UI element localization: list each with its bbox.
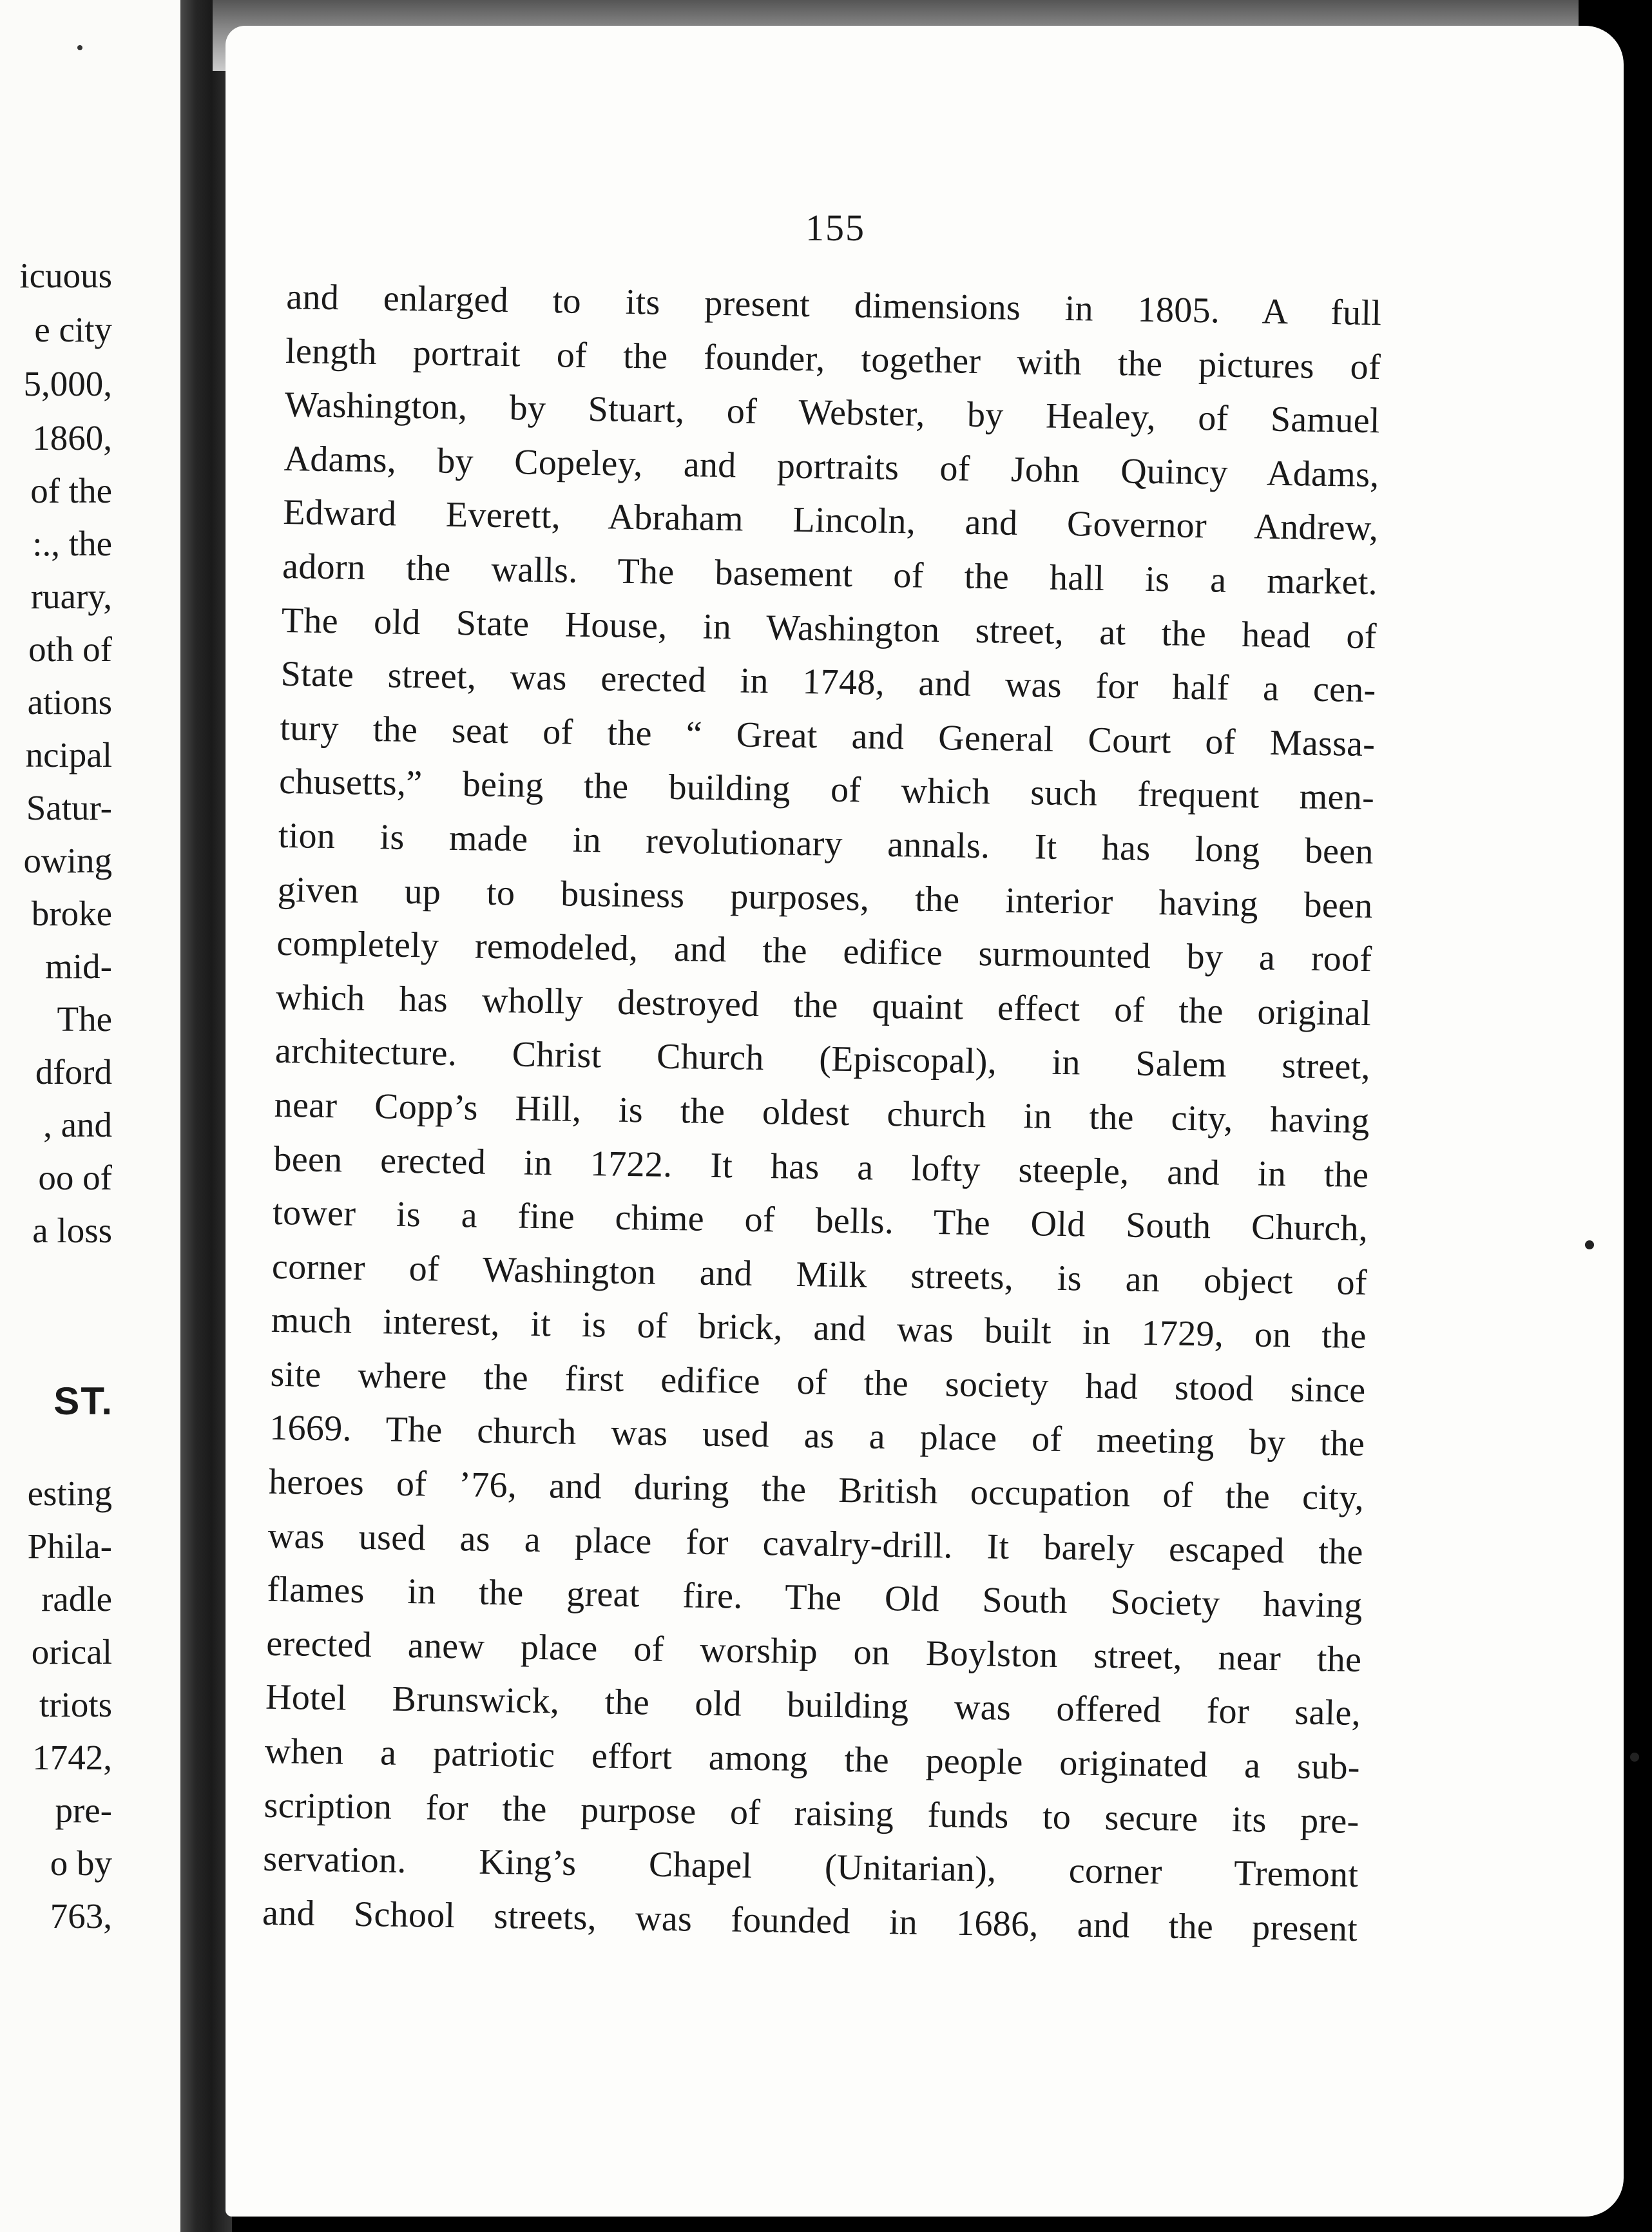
previous-page-line: , and [43, 1105, 112, 1144]
text-line: adorn the walls. The basement of the hall is a market. [282, 546, 1378, 603]
previous-page [0, 0, 193, 2232]
text-line: Hotel Brunswick, the old building was offered for sale, [265, 1677, 1361, 1734]
text-line: near Copp’s Hill, is the oldest church in the city, having [274, 1084, 1370, 1141]
previous-page-line: mid- [45, 947, 112, 986]
text-line: given up to business purposes, the interior having been [277, 869, 1374, 926]
previous-page-line: o by [50, 1843, 112, 1883]
text-line: which has wholly destroyed the quaint effect of the original [275, 977, 1372, 1034]
text-line: architecture. Christ Church (Episcopal), in Salem street, [274, 1031, 1371, 1088]
previous-page-line: 1860, [32, 418, 112, 457]
text-line: Adams, by Copeley, and portraits of John Quincy Adams, [283, 438, 1379, 495]
text-line: much interest, it is of brick, and was built in 1729, on the [271, 1300, 1367, 1357]
previous-page-line: owing [23, 841, 112, 880]
text-line: flames in the great fire. The Old South Society having [267, 1570, 1363, 1626]
book-gutter [180, 0, 232, 2232]
previous-page-line: triots [39, 1685, 112, 1724]
previous-page-line: icuous [19, 256, 112, 295]
text-line: servation. King’s Chapel (Unitarian), corner Tremont [262, 1838, 1359, 1896]
text-line: The old State House, in Washington street, at the head of [281, 600, 1378, 657]
scan-speck [77, 45, 82, 50]
previous-page-line: ruary, [30, 577, 112, 616]
previous-page-line: Satur- [26, 788, 112, 827]
text-line: State street, was erected in 1748, and was for half a cen- [280, 654, 1376, 711]
previous-page-line: pre- [55, 1791, 112, 1830]
text-line: was used as a place for cavalry-drill. It barely escaped the [267, 1515, 1364, 1572]
text-line: been erected in 1722. It has a lofty steeple, and in the [273, 1139, 1369, 1195]
text-line: length portrait of the founder, together with the pictures of [285, 331, 1381, 387]
previous-page-line: radle [41, 1579, 112, 1619]
previous-page-line: a loss [32, 1211, 112, 1250]
previous-page-line: ations [27, 682, 112, 722]
previous-page-line: Phila- [27, 1526, 112, 1566]
previous-page-line: orical [31, 1632, 112, 1671]
previous-page-line: ncipal [25, 735, 112, 774]
previous-page-line: dford [35, 1052, 112, 1092]
previous-page-line: e city [34, 310, 112, 349]
text-line: corner of Washington and Milk streets, is an object of [271, 1246, 1368, 1303]
previous-page-line: The [57, 999, 112, 1039]
text-line: and School streets, was founded in 1686, and the present [262, 1892, 1358, 1949]
text-line: tower is a fine chime of bells. The Old South Church, [272, 1192, 1369, 1249]
text-line: heroes of ’76, and during the British occupation of the city, [268, 1461, 1365, 1519]
text-line: Washington, by Stuart, of Webster, by Healey, of Samuel [284, 385, 1381, 441]
previous-page-line: oth of [28, 630, 112, 669]
previous-page-line: 763, [50, 1896, 112, 1936]
text-line: chusetts,” being the building of which such frequent men- [278, 762, 1375, 818]
previous-page-line: 1742, [32, 1738, 112, 1777]
text-line: site where the first edifice of the society had stood since [270, 1354, 1366, 1410]
previous-page-line: esting [27, 1474, 112, 1513]
page-number: 155 [805, 207, 865, 249]
previous-page-line: :., the [32, 524, 112, 563]
text-line: erected anew place of worship on Boylston street, near the [265, 1623, 1362, 1680]
previous-page-line: broke [31, 894, 112, 933]
book-page [226, 26, 1624, 2217]
scan-speck [1585, 1240, 1594, 1249]
body-text [262, 271, 1382, 1956]
text-line: completely remodeled, and the edifice surmounted by a roof [276, 923, 1372, 980]
scan-speck [1630, 1753, 1639, 1762]
text-line: Edward Everett, Abraham Lincoln, and Governor Andrew, [282, 492, 1379, 549]
text-line: and enlarged to its present dimensions in 1805. A full [285, 276, 1382, 334]
previous-page-line: oo of [38, 1158, 112, 1197]
text-line: tion is made in revolutionary annals. It has long been [278, 815, 1374, 872]
previous-page-line: 5,000, [23, 364, 112, 403]
previous-page-heading: ST. [53, 1380, 113, 1423]
previous-page-line: of the [30, 471, 112, 510]
text-line: scription for the purpose of raising funds to secure its pre- [264, 1785, 1359, 1842]
text-line: tury the seat of the “ Great and General Court of Massa- [280, 707, 1376, 764]
text-line: 1669. The church was used as a place of meeting by the [269, 1408, 1365, 1465]
text-line: when a patriotic effort among the people originated a sub- [264, 1731, 1361, 1787]
